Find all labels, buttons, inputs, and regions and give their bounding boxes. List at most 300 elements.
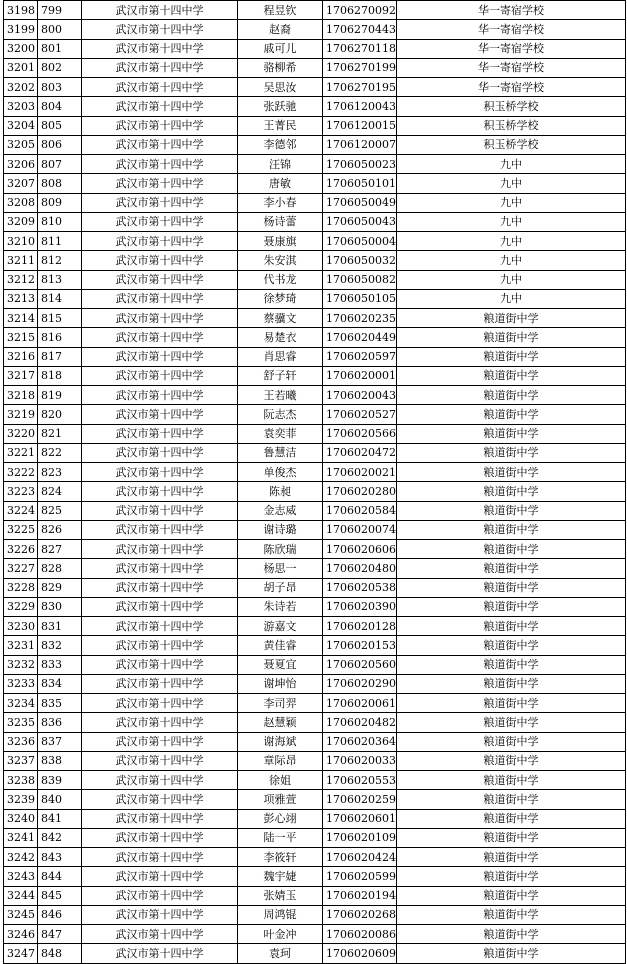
- rank-cell: 809: [38, 193, 82, 212]
- table-row: [4, 463, 626, 482]
- student-id-cell: 1706020001: [323, 366, 397, 385]
- student-id-cell: 1706020268: [323, 905, 397, 924]
- origin-school-cell: 华一寄宿学校: [397, 20, 626, 39]
- table-row: [4, 482, 626, 501]
- school-cell: 武汉市第十四中学: [82, 655, 238, 674]
- rank-cell: 835: [38, 694, 82, 713]
- serial-cell: 3239: [4, 790, 38, 809]
- school-cell: 武汉市第十四中学: [82, 732, 238, 751]
- serial-cell: 3244: [4, 886, 38, 905]
- student-id-cell: 1706050101: [323, 174, 397, 193]
- table-row: [4, 424, 626, 443]
- rank-cell: 821: [38, 424, 82, 443]
- origin-school-cell: 粮道街中学: [397, 328, 626, 347]
- student-id-cell: 1706050049: [323, 193, 397, 212]
- rank-cell: 815: [38, 309, 82, 328]
- rank-cell: 816: [38, 328, 82, 347]
- name-cell: 陈昶: [238, 482, 323, 501]
- table-row: [4, 366, 626, 385]
- student-id-cell: 1706020021: [323, 463, 397, 482]
- origin-school-cell: 粮道街中学: [397, 597, 626, 616]
- student-id-cell: 1706020390: [323, 597, 397, 616]
- rank-cell: 807: [38, 155, 82, 174]
- student-id-cell: 1706270118: [323, 39, 397, 58]
- table-row: [4, 713, 626, 732]
- serial-cell: 3228: [4, 578, 38, 597]
- school-cell: 武汉市第十四中学: [82, 424, 238, 443]
- school-cell: 武汉市第十四中学: [82, 540, 238, 559]
- student-id-cell: 1706270199: [323, 58, 397, 77]
- rank-cell: 799: [38, 1, 82, 20]
- rank-cell: 823: [38, 463, 82, 482]
- name-cell: 彭心翊: [238, 809, 323, 828]
- rank-cell: 840: [38, 790, 82, 809]
- school-cell: 武汉市第十四中学: [82, 1, 238, 20]
- rank-cell: 846: [38, 905, 82, 924]
- rank-cell: 837: [38, 732, 82, 751]
- name-cell: 赵慧颖: [238, 713, 323, 732]
- name-cell: 周鸿锟: [238, 905, 323, 924]
- table-row: [4, 944, 626, 963]
- name-cell: 舒子轩: [238, 366, 323, 385]
- name-cell: 杨思一: [238, 559, 323, 578]
- serial-cell: 3207: [4, 174, 38, 193]
- student-id-cell: 1706020153: [323, 636, 397, 655]
- name-cell: 谢坤怡: [238, 674, 323, 693]
- origin-school-cell: 粮道街中学: [397, 366, 626, 385]
- school-cell: 武汉市第十四中学: [82, 347, 238, 366]
- school-cell: 武汉市第十四中学: [82, 617, 238, 636]
- rank-cell: 808: [38, 174, 82, 193]
- rank-cell: 806: [38, 135, 82, 154]
- origin-school-cell: 粮道街中学: [397, 886, 626, 905]
- serial-cell: 3203: [4, 97, 38, 116]
- name-cell: 鲁慧洁: [238, 443, 323, 462]
- student-id-cell: 1706020290: [323, 674, 397, 693]
- student-id-cell: 1706050105: [323, 289, 397, 308]
- school-cell: 武汉市第十四中学: [82, 694, 238, 713]
- name-cell: 魏宇婕: [238, 867, 323, 886]
- name-cell: 袁珂: [238, 944, 323, 963]
- table-row: [4, 39, 626, 58]
- name-cell: 程昱钦: [238, 1, 323, 20]
- name-cell: 王菁民: [238, 116, 323, 135]
- table-row: [4, 20, 626, 39]
- table-row: [4, 925, 626, 944]
- serial-cell: 3235: [4, 713, 38, 732]
- rank-cell: 802: [38, 58, 82, 77]
- school-cell: 武汉市第十四中学: [82, 905, 238, 924]
- name-cell: 聂康旗: [238, 232, 323, 251]
- school-cell: 武汉市第十四中学: [82, 58, 238, 77]
- name-cell: 骆柳希: [238, 58, 323, 77]
- name-cell: 阮志杰: [238, 405, 323, 424]
- serial-cell: 3200: [4, 39, 38, 58]
- name-cell: 李小春: [238, 193, 323, 212]
- table-row: [4, 232, 626, 251]
- serial-cell: 3232: [4, 655, 38, 674]
- rank-cell: 819: [38, 386, 82, 405]
- serial-cell: 3241: [4, 828, 38, 847]
- name-cell: 朱诗若: [238, 597, 323, 616]
- table-row: [4, 443, 626, 462]
- table-row: [4, 905, 626, 924]
- table-row: [4, 751, 626, 770]
- table-row: [4, 809, 626, 828]
- student-id-cell: 1706020128: [323, 617, 397, 636]
- serial-cell: 3226: [4, 540, 38, 559]
- rank-cell: 814: [38, 289, 82, 308]
- student-id-cell: 1706270195: [323, 78, 397, 97]
- rank-cell: 820: [38, 405, 82, 424]
- school-cell: 武汉市第十四中学: [82, 848, 238, 867]
- student-id-cell: 1706020597: [323, 347, 397, 366]
- serial-cell: 3240: [4, 809, 38, 828]
- origin-school-cell: 九中: [397, 289, 626, 308]
- student-id-cell: 1706020480: [323, 559, 397, 578]
- origin-school-cell: 九中: [397, 232, 626, 251]
- origin-school-cell: 粮道街中学: [397, 424, 626, 443]
- origin-school-cell: 粮道街中学: [397, 578, 626, 597]
- origin-school-cell: 九中: [397, 251, 626, 270]
- serial-cell: 3216: [4, 347, 38, 366]
- serial-cell: 3208: [4, 193, 38, 212]
- serial-cell: 3237: [4, 751, 38, 770]
- rank-cell: 805: [38, 116, 82, 135]
- table-row: [4, 174, 626, 193]
- student-id-cell: 1706020584: [323, 501, 397, 520]
- student-id-cell: 1706020599: [323, 867, 397, 886]
- school-cell: 武汉市第十四中学: [82, 674, 238, 693]
- table-row: [4, 617, 626, 636]
- school-cell: 武汉市第十四中学: [82, 925, 238, 944]
- rank-cell: 839: [38, 771, 82, 790]
- name-cell: 易楚衣: [238, 328, 323, 347]
- name-cell: 袁奕菲: [238, 424, 323, 443]
- school-cell: 武汉市第十四中学: [82, 463, 238, 482]
- school-cell: 武汉市第十四中学: [82, 559, 238, 578]
- rank-cell: 842: [38, 828, 82, 847]
- rank-cell: 801: [38, 39, 82, 58]
- school-cell: 武汉市第十四中学: [82, 366, 238, 385]
- rank-cell: 812: [38, 251, 82, 270]
- school-cell: 武汉市第十四中学: [82, 116, 238, 135]
- table-row: [4, 309, 626, 328]
- school-cell: 武汉市第十四中学: [82, 790, 238, 809]
- serial-cell: 3210: [4, 232, 38, 251]
- student-id-cell: 1706020606: [323, 540, 397, 559]
- school-cell: 武汉市第十四中学: [82, 501, 238, 520]
- student-id-cell: 1706020086: [323, 925, 397, 944]
- table-row: [4, 135, 626, 154]
- school-cell: 武汉市第十四中学: [82, 39, 238, 58]
- rank-cell: 832: [38, 636, 82, 655]
- origin-school-cell: 华一寄宿学校: [397, 78, 626, 97]
- rank-cell: 836: [38, 713, 82, 732]
- serial-cell: 3245: [4, 905, 38, 924]
- student-id-cell: 1706050004: [323, 232, 397, 251]
- origin-school-cell: 粮道街中学: [397, 809, 626, 828]
- school-cell: 武汉市第十四中学: [82, 386, 238, 405]
- name-cell: 叶金冲: [238, 925, 323, 944]
- name-cell: 陆一平: [238, 828, 323, 847]
- origin-school-cell: 九中: [397, 174, 626, 193]
- school-cell: 武汉市第十四中学: [82, 482, 238, 501]
- student-id-cell: 1706020560: [323, 655, 397, 674]
- school-cell: 武汉市第十四中学: [82, 20, 238, 39]
- student-id-cell: 1706020109: [323, 828, 397, 847]
- origin-school-cell: 粮道街中学: [397, 655, 626, 674]
- name-cell: 蔡骥文: [238, 309, 323, 328]
- origin-school-cell: 粮道街中学: [397, 674, 626, 693]
- table-row: [4, 828, 626, 847]
- name-cell: 李筱轩: [238, 848, 323, 867]
- serial-cell: 3205: [4, 135, 38, 154]
- table-row: [4, 771, 626, 790]
- rank-cell: 845: [38, 886, 82, 905]
- school-cell: 武汉市第十四中学: [82, 713, 238, 732]
- student-id-cell: 1706020364: [323, 732, 397, 751]
- table-row: [4, 848, 626, 867]
- serial-cell: 3206: [4, 155, 38, 174]
- school-cell: 武汉市第十四中学: [82, 886, 238, 905]
- serial-cell: 3246: [4, 925, 38, 944]
- school-cell: 武汉市第十四中学: [82, 636, 238, 655]
- student-id-cell: 1706020609: [323, 944, 397, 963]
- rank-cell: 827: [38, 540, 82, 559]
- origin-school-cell: 粮道街中学: [397, 520, 626, 539]
- table-row: [4, 289, 626, 308]
- origin-school-cell: 粮道街中学: [397, 636, 626, 655]
- rank-cell: 825: [38, 501, 82, 520]
- student-id-cell: 1706020553: [323, 771, 397, 790]
- school-cell: 武汉市第十四中学: [82, 270, 238, 289]
- name-cell: 徐姐: [238, 771, 323, 790]
- table-row: [4, 58, 626, 77]
- student-id-cell: 1706020043: [323, 386, 397, 405]
- rank-cell: 804: [38, 97, 82, 116]
- rank-cell: 803: [38, 78, 82, 97]
- serial-cell: 3201: [4, 58, 38, 77]
- origin-school-cell: 粮道街中学: [397, 713, 626, 732]
- serial-cell: 3229: [4, 597, 38, 616]
- name-cell: 李司羿: [238, 694, 323, 713]
- student-id-cell: 1706270092: [323, 1, 397, 20]
- name-cell: 肖思睿: [238, 347, 323, 366]
- origin-school-cell: 粮道街中学: [397, 443, 626, 462]
- school-cell: 武汉市第十四中学: [82, 212, 238, 231]
- origin-school-cell: 粮道街中学: [397, 925, 626, 944]
- serial-cell: 3220: [4, 424, 38, 443]
- name-cell: 项雅萱: [238, 790, 323, 809]
- table-row: [4, 540, 626, 559]
- origin-school-cell: 华一寄宿学校: [397, 1, 626, 20]
- origin-school-cell: 积玉桥学校: [397, 97, 626, 116]
- rank-cell: 810: [38, 212, 82, 231]
- table-row: [4, 97, 626, 116]
- table-row: [4, 559, 626, 578]
- origin-school-cell: 粮道街中学: [397, 347, 626, 366]
- serial-cell: 3225: [4, 520, 38, 539]
- serial-cell: 3238: [4, 771, 38, 790]
- serial-cell: 3211: [4, 251, 38, 270]
- origin-school-cell: 粮道街中学: [397, 790, 626, 809]
- table-row: [4, 674, 626, 693]
- school-cell: 武汉市第十四中学: [82, 97, 238, 116]
- name-cell: 张跃驰: [238, 97, 323, 116]
- origin-school-cell: 九中: [397, 193, 626, 212]
- student-id-cell: 1706050032: [323, 251, 397, 270]
- name-cell: 汪锦: [238, 155, 323, 174]
- origin-school-cell: 粮道街中学: [397, 751, 626, 770]
- school-cell: 武汉市第十四中学: [82, 867, 238, 886]
- origin-school-cell: 华一寄宿学校: [397, 39, 626, 58]
- serial-cell: 3227: [4, 559, 38, 578]
- table-row: [4, 155, 626, 174]
- origin-school-cell: 粮道街中学: [397, 848, 626, 867]
- rank-cell: 831: [38, 617, 82, 636]
- rank-cell: 818: [38, 366, 82, 385]
- serial-cell: 3209: [4, 212, 38, 231]
- serial-cell: 3231: [4, 636, 38, 655]
- origin-school-cell: 粮道街中学: [397, 309, 626, 328]
- name-cell: 谢海斌: [238, 732, 323, 751]
- serial-cell: 3212: [4, 270, 38, 289]
- rank-cell: 817: [38, 347, 82, 366]
- origin-school-cell: 粮道街中学: [397, 386, 626, 405]
- student-id-cell: 1706050082: [323, 270, 397, 289]
- school-cell: 武汉市第十四中学: [82, 578, 238, 597]
- serial-cell: 3198: [4, 1, 38, 20]
- serial-cell: 3213: [4, 289, 38, 308]
- table-row: [4, 520, 626, 539]
- student-id-cell: 1706120007: [323, 135, 397, 154]
- rank-cell: 844: [38, 867, 82, 886]
- table-row: [4, 193, 626, 212]
- table-row: [4, 597, 626, 616]
- name-cell: 戚可儿: [238, 39, 323, 58]
- name-cell: 胡子昂: [238, 578, 323, 597]
- name-cell: 游嘉文: [238, 617, 323, 636]
- school-cell: 武汉市第十四中学: [82, 193, 238, 212]
- student-id-cell: 1706020472: [323, 443, 397, 462]
- serial-cell: 3199: [4, 20, 38, 39]
- serial-cell: 3223: [4, 482, 38, 501]
- origin-school-cell: 粮道街中学: [397, 482, 626, 501]
- serial-cell: 3236: [4, 732, 38, 751]
- rank-cell: 822: [38, 443, 82, 462]
- origin-school-cell: 粮道街中学: [397, 771, 626, 790]
- origin-school-cell: 粮道街中学: [397, 501, 626, 520]
- rank-cell: 829: [38, 578, 82, 597]
- origin-school-cell: 九中: [397, 270, 626, 289]
- table-row: [4, 328, 626, 347]
- student-id-cell: 1706020194: [323, 886, 397, 905]
- student-id-cell: 1706020538: [323, 578, 397, 597]
- origin-school-cell: 粮道街中学: [397, 405, 626, 424]
- student-id-cell: 1706020566: [323, 424, 397, 443]
- origin-school-cell: 积玉桥学校: [397, 116, 626, 135]
- name-cell: 唐敏: [238, 174, 323, 193]
- school-cell: 武汉市第十四中学: [82, 155, 238, 174]
- school-cell: 武汉市第十四中学: [82, 809, 238, 828]
- serial-cell: 3224: [4, 501, 38, 520]
- table-row: [4, 270, 626, 289]
- school-cell: 武汉市第十四中学: [82, 520, 238, 539]
- student-id-cell: 1706020449: [323, 328, 397, 347]
- origin-school-cell: 九中: [397, 155, 626, 174]
- origin-school-cell: 粮道街中学: [397, 905, 626, 924]
- student-id-cell: 1706050023: [323, 155, 397, 174]
- name-cell: 金志威: [238, 501, 323, 520]
- student-id-cell: 1706050043: [323, 212, 397, 231]
- origin-school-cell: 粮道街中学: [397, 944, 626, 963]
- student-id-cell: 1706020424: [323, 848, 397, 867]
- school-cell: 武汉市第十四中学: [82, 174, 238, 193]
- student-id-cell: 1706020061: [323, 694, 397, 713]
- serial-cell: 3234: [4, 694, 38, 713]
- table-row: [4, 251, 626, 270]
- origin-school-cell: 粮道街中学: [397, 828, 626, 847]
- name-cell: 朱安淇: [238, 251, 323, 270]
- table-row: [4, 116, 626, 135]
- table-row: [4, 655, 626, 674]
- rank-cell: 811: [38, 232, 82, 251]
- rank-cell: 833: [38, 655, 82, 674]
- rank-cell: 828: [38, 559, 82, 578]
- table-row: [4, 694, 626, 713]
- serial-cell: 3214: [4, 309, 38, 328]
- origin-school-cell: 积玉桥学校: [397, 135, 626, 154]
- admission-table: [3, 0, 626, 964]
- table-row: [4, 636, 626, 655]
- origin-school-cell: 粮道街中学: [397, 463, 626, 482]
- table-row: [4, 405, 626, 424]
- school-cell: 武汉市第十四中学: [82, 405, 238, 424]
- student-id-cell: 1706020527: [323, 405, 397, 424]
- table-row: [4, 212, 626, 231]
- name-cell: 李德邻: [238, 135, 323, 154]
- rank-cell: 843: [38, 848, 82, 867]
- rank-cell: 848: [38, 944, 82, 963]
- student-id-cell: 1706020259: [323, 790, 397, 809]
- name-cell: 张婧玉: [238, 886, 323, 905]
- name-cell: 单俊杰: [238, 463, 323, 482]
- serial-cell: 3222: [4, 463, 38, 482]
- origin-school-cell: 粮道街中学: [397, 694, 626, 713]
- school-cell: 武汉市第十四中学: [82, 135, 238, 154]
- school-cell: 武汉市第十四中学: [82, 309, 238, 328]
- school-cell: 武汉市第十四中学: [82, 597, 238, 616]
- rank-cell: 838: [38, 751, 82, 770]
- origin-school-cell: 粮道街中学: [397, 732, 626, 751]
- school-cell: 武汉市第十四中学: [82, 828, 238, 847]
- origin-school-cell: 华一寄宿学校: [397, 58, 626, 77]
- school-cell: 武汉市第十四中学: [82, 944, 238, 963]
- name-cell: 黄佳睿: [238, 636, 323, 655]
- student-id-cell: 1706120015: [323, 116, 397, 135]
- table-body: [4, 1, 626, 964]
- table-row: [4, 1, 626, 20]
- school-cell: 武汉市第十四中学: [82, 328, 238, 347]
- name-cell: 代书龙: [238, 270, 323, 289]
- origin-school-cell: 粮道街中学: [397, 867, 626, 886]
- school-cell: 武汉市第十四中学: [82, 251, 238, 270]
- rank-cell: 834: [38, 674, 82, 693]
- origin-school-cell: 粮道街中学: [397, 617, 626, 636]
- name-cell: 赵裔: [238, 20, 323, 39]
- student-id-cell: 1706120043: [323, 97, 397, 116]
